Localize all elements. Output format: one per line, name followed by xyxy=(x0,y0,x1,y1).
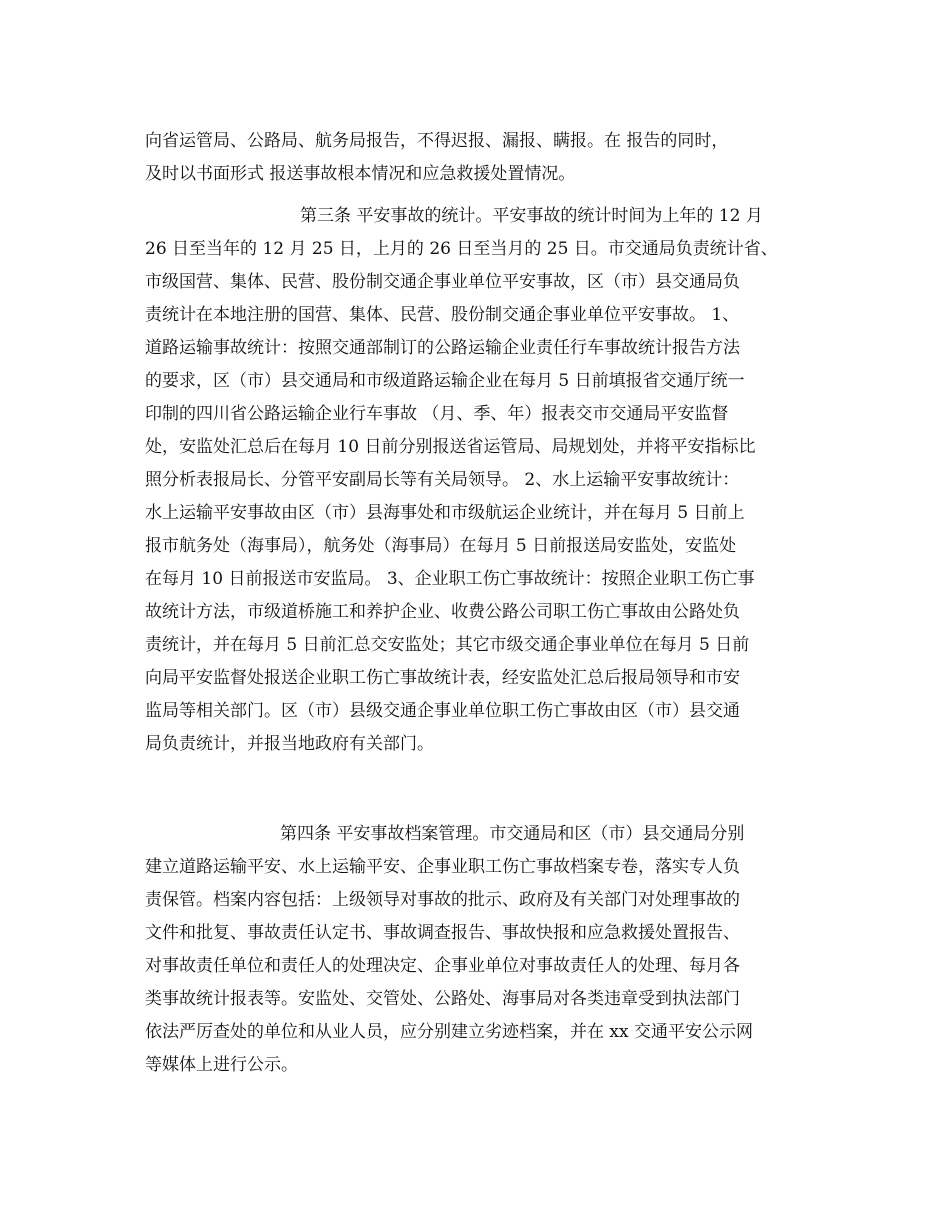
text-line: 故统计方法，市级道桥施工和养护企业、收费公路公司职工伤亡事故由公路处负 xyxy=(145,602,740,622)
paragraph-article-3 xyxy=(145,200,825,761)
text-line: 类事故统计报表等。安监处、交管处、公路处、海事局对各类违章受到执法部门 xyxy=(145,989,740,1009)
text-line: 及时以书面形式 报送事故根本情况和应急救援处置情况。 xyxy=(145,164,576,184)
article-3-heading-line: 第三条 平安事故的统计。平安事故的统计时间为上年的 12 月 xyxy=(300,206,763,226)
text-line: 建立道路运输平安、水上运输平安、企事业职工伤亡事故档案专卷，落实专人负 xyxy=(145,857,740,877)
text-line: 责统计在本地注册的国营、集体、民营、股份制交通企事业单位平安事故。 1、 xyxy=(145,305,740,325)
text-line: 照分析表报局长、分管平安副局长等有关局领导。 2、水上运输平安事故统计： xyxy=(145,470,740,490)
text-line: 的要求，区（市）县交通局和市级道路运输企业在每月 5 日前填报省交通厅统一 xyxy=(145,371,745,391)
text-line: 水上运输平安事故由区（市）县海事处和市级航运企业统计，并在每月 5 日前上 xyxy=(145,503,745,523)
text-line: 处，安监处汇总后在每月 10 日前分别报送省运管局、局规划处，并将平安指标比 xyxy=(145,437,756,457)
article-4-heading-line: 第四条 平安事故档案管理。市交通局和区（市）县交通局分别 xyxy=(280,824,745,844)
text-line: 26 日至当年的 12 月 25 日，上月的 26 日至当月的 25 日。市交通局负责统计省、 xyxy=(145,239,778,259)
text-line: 对事故责任单位和责任人的处理决定、企事业单位对事故责任人的处理、每月各 xyxy=(145,956,740,976)
text-line: 道路运输事故统计：按照交通部制订的公路运输企业责任行车事故统计报告方法 xyxy=(145,338,740,358)
text-line: 监局等相关部门。区（市）县级交通企事业单位职工伤亡事故由区（市）县交通 xyxy=(145,701,740,721)
text-line: 等媒体上进行公示。 xyxy=(145,1055,298,1075)
text-line: 印制的四川省公路运输企业行车事故 （月、季、年）报表交市交通局平安监督 xyxy=(145,404,729,424)
text-line: 责保管。档案内容包括：上级领导对事故的批示、政府及有关部门对处理事故的 xyxy=(145,890,740,910)
text-line: 依法严厉查处的单位和从业人员，应分别建立劣迹档案，并在 xx 交通平安公示网 xyxy=(145,1022,753,1042)
text-line: 市级国营、集体、民营、股份制交通企事业单位平安事故，区（市）县交通局负 xyxy=(145,272,740,292)
paragraph-report-continuation xyxy=(145,125,825,191)
text-line: 局负责统计，并报当地政府有关部门。 xyxy=(145,734,434,754)
paragraph-article-4 xyxy=(145,818,825,1082)
text-line: 报市航务处（海事局），航务处（海事局）在每月 5 日前报送局安监处，安监处 xyxy=(145,536,737,556)
text-line: 在每月 10 日前报送市安监局。 3、企业职工伤亡事故统计：按照企业职工伤亡事 xyxy=(145,569,755,589)
text-line: 向局平安监督处报送企业职工伤亡事故统计表，经安监处汇总后报局领导和市安 xyxy=(145,668,740,688)
text-line: 向省运管局、公路局、航务局报告，不得迟报、漏报、瞒报。在 报告的同时， xyxy=(145,131,729,151)
text-line: 文件和批复、事故责任认定书、事故调查报告、事故快报和应急救援处置报告、 xyxy=(145,923,740,943)
text-line: 责统计，并在每月 5 日前汇总交安监处；其它市级交通企事业单位在每月 5 日前 xyxy=(145,635,750,655)
